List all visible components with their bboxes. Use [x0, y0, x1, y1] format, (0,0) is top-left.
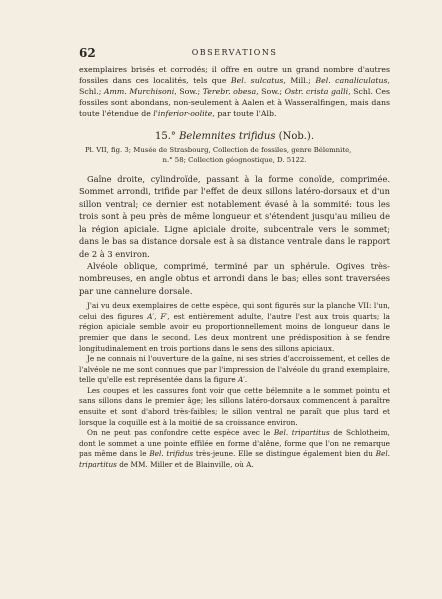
- species-name: Belemnites trifidus: [179, 131, 276, 143]
- description-paragraph: Alvéole oblique, comprimé, terminé par un sphérule. Ogives très-nombreuses, en angle obtus et arrondi dans le bas; elles sont traversées par une cannelure dorsale.: [79, 260, 390, 296]
- species-description: [79, 173, 390, 297]
- species-author: (Nob.).: [278, 131, 315, 143]
- species-notes: [79, 301, 390, 471]
- intro-paragraph: exemplaires brisés et corrodés; il offre en outre un grand nombre d'autres fossiles dans ces localités, tels que Bel. sulcatus, Mill.; Bel. canaliculatus, Schl.; Amm. Murchisoni, Sow.; Terebr. obesa, Sow.; Ostr. crista galli, Schl. Ces fossiles sont abondans, non-seulement à Aalen et à Wasseralfingen, mais dans toute l'étendue de l'inferior-oolite, par toute l'Alb.: [79, 65, 391, 119]
- notes-paragraph: Je ne connais ni l'ouverture de la gaîne, ni ses stries d'accroissement, et celles de l'alvéole ne me sont connues que par l'impression de l'alvéole du grand exemplaire, telle qu'elle est représentée dans la figure A′.: [79, 354, 390, 385]
- notes-paragraph: On ne peut pas confondre cette espèce avec le Bel. tripartitus de Schlotheim, dont le sommet a une pointe effilée en forme d'alêne, forme que l'on ne remarque pas même dans le Bel. trifidus très-jeune. Elle se distingue également bien du Bel. tripartitus de MM. Miller et de Blainville, où A.: [79, 428, 391, 470]
- specimen-reference: Pl. VII, fig. 3; Musée de Strasbourg, Collection de fossiles, genre Bélemnite, n.° 58; Collection géognostique, D. 5122.: [85, 146, 352, 164]
- page-header: [79, 46, 390, 60]
- notes-paragraph: J'ai vu deux exemplaires de cette espèce, qui sont figurés sur la planche VII: l'un, celui des figures A′, F′, est entièrement adulte, l'autre l'est aux trois quarts; la région apiciale semble avoir eu proportionnellement moins de longueur dans le premier que dans le second. Les deux montrent une prédisposition à se fendre longitudinalement en trois portions dans le sens des sillons apiciaux.: [79, 301, 390, 353]
- section-heading: [79, 131, 390, 142]
- section-number: 15.°: [154, 131, 176, 143]
- description-paragraph: Gaîne droite, cylindroïde, passant à la forme conoïde, comprimée. Sommet arrondi, trifide par l'effet de deux sillons latéro-dorsaux et d'un sillon ventral; ce dernier est notablement évasé à la sommité: tous les trois sont à peu près de même longueur et s'étendent jusqu'au milieu de la région apiciale. Ligne apiciale droite, subcentrale vers le sommet; dans le bas sa distance dorsale est à sa distance ventrale dans le rapport de 2 à 3 environ.: [79, 174, 390, 259]
- page-number: 62: [79, 46, 96, 60]
- notes-paragraph: Les coupes et les cassures font voir que cette bélemnite a le sommet pointu et sans sillons dans le premier âge; les sillons latéro-dorsaux commencent à paraître ensuite et sont d'abord très-faibles; le sillon ventral ne paraît que plus tard et lorsque la coquille est à la moitié de sa croissance environ.: [79, 385, 390, 427]
- running-head: OBSERVATIONS: [191, 48, 278, 57]
